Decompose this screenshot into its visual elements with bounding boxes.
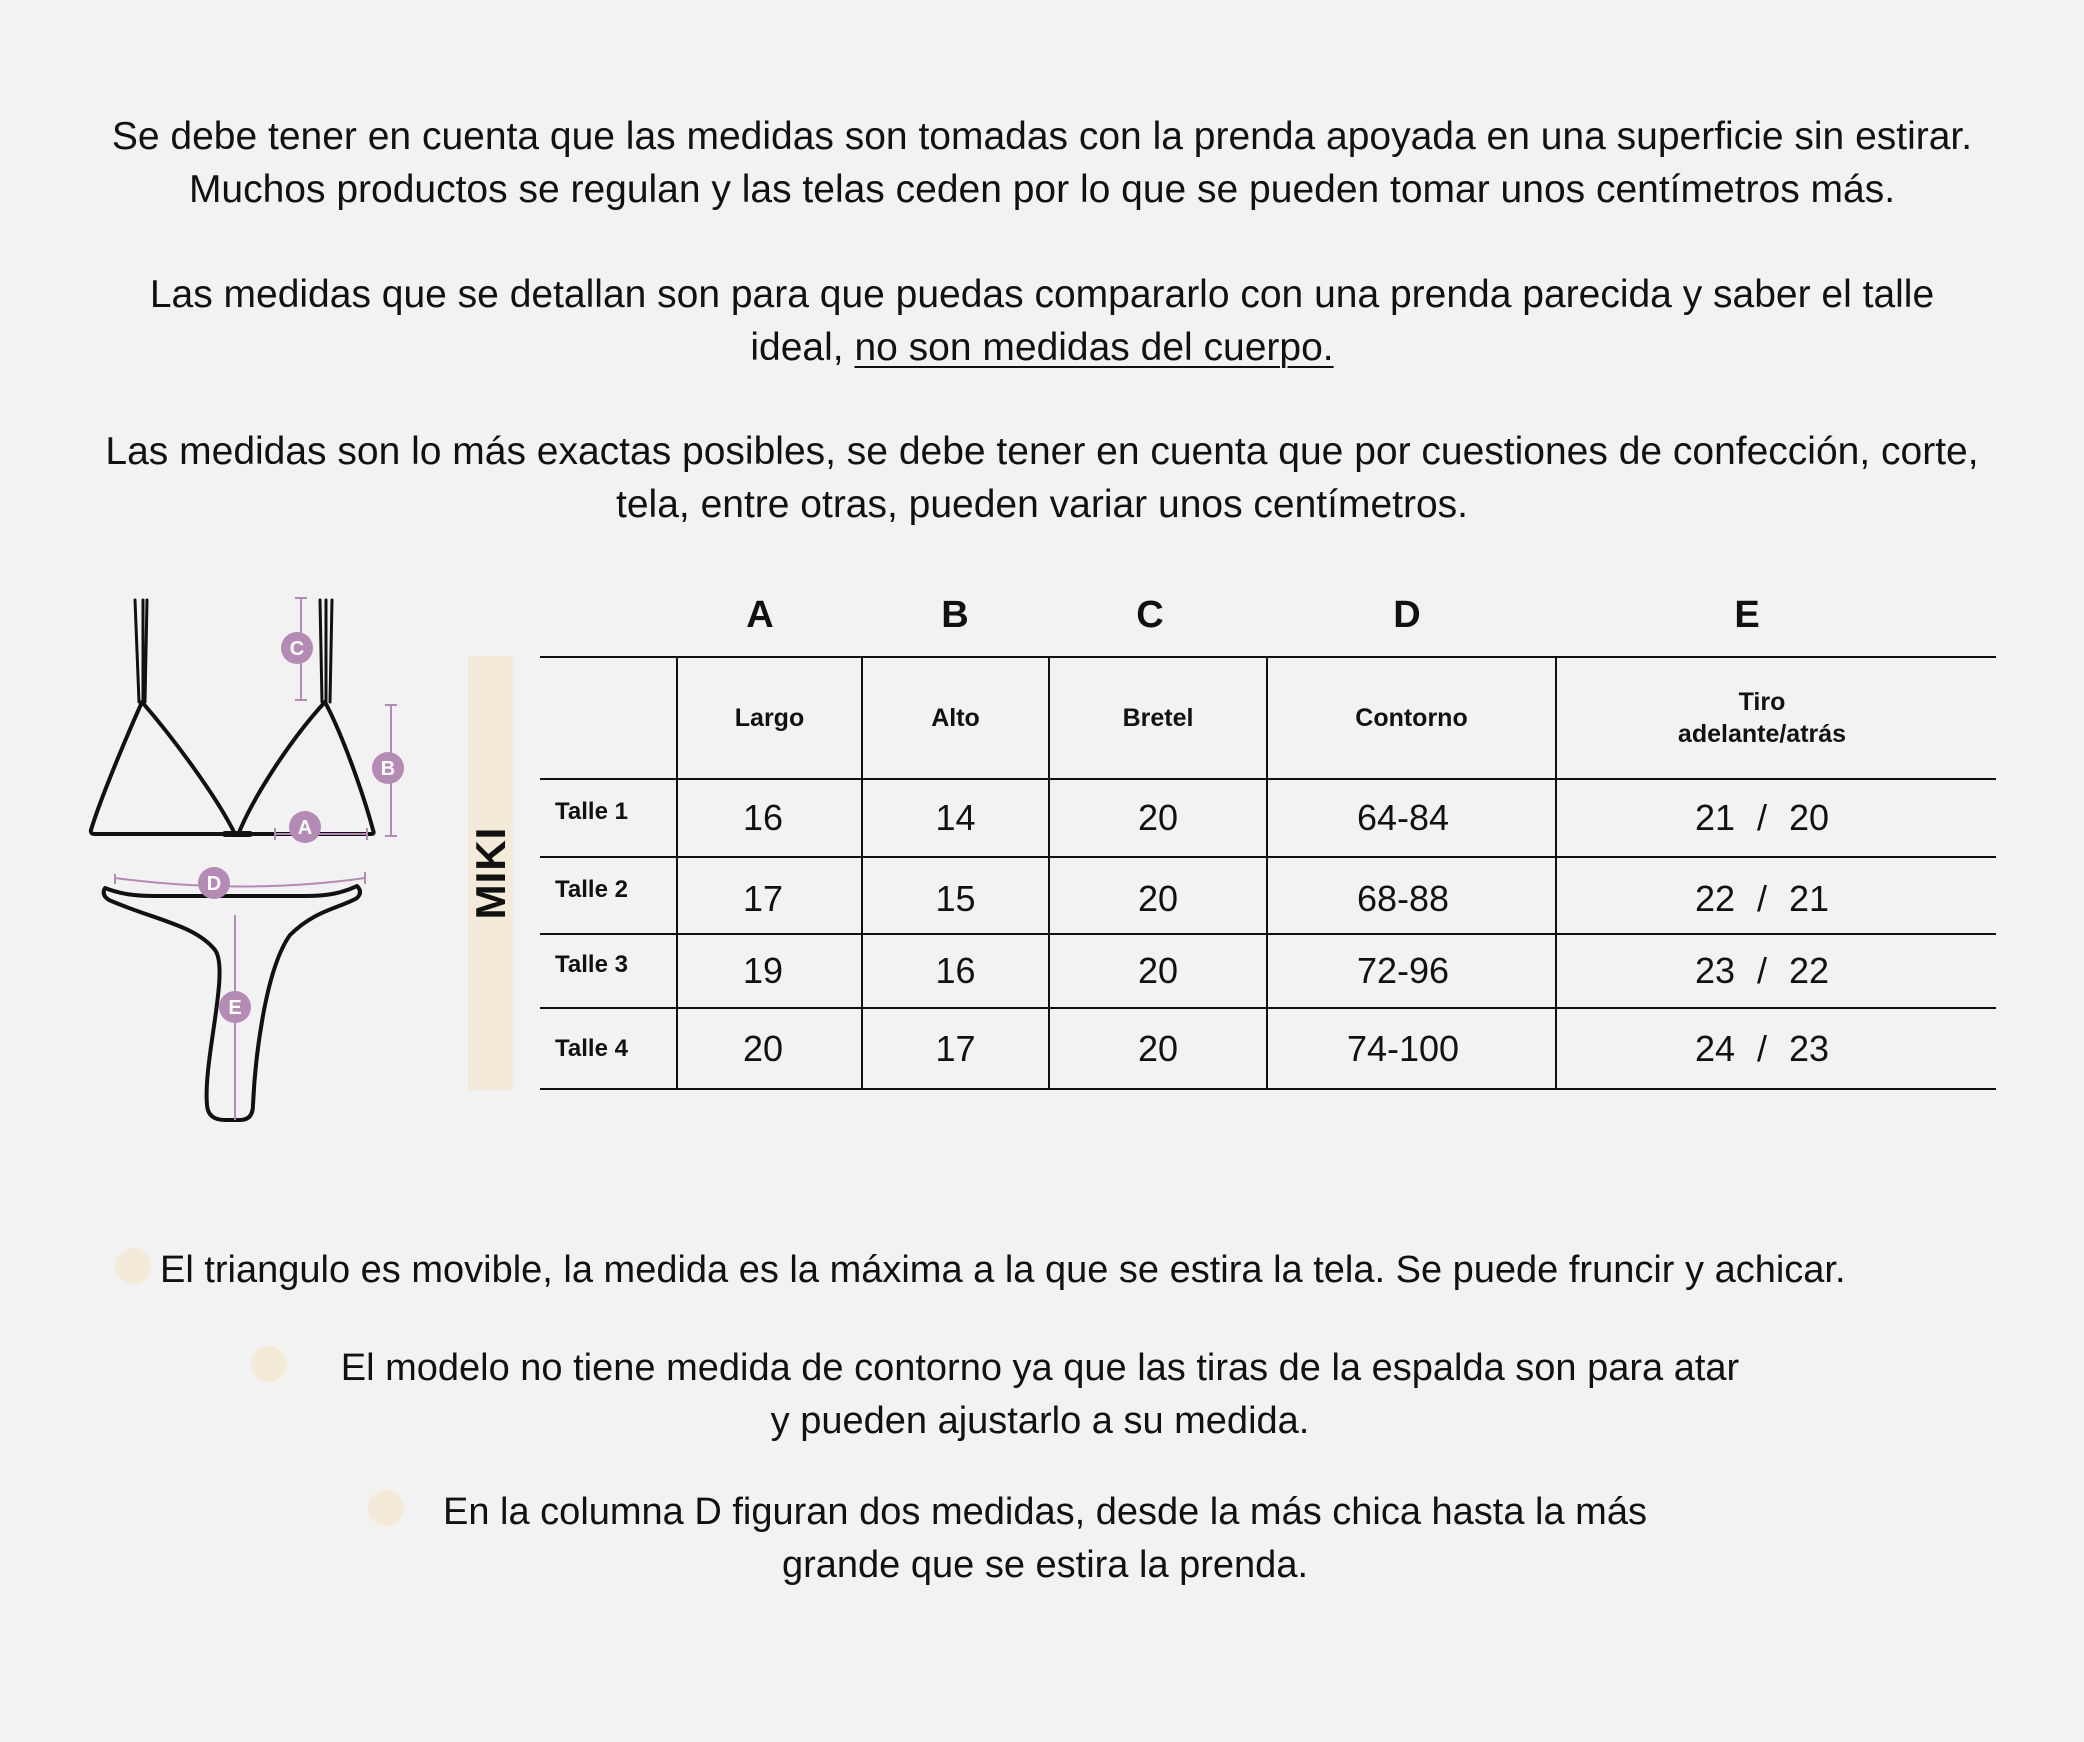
cell-largo: 19	[742, 950, 784, 991]
cell-tiro-atras: 21	[1789, 878, 1830, 919]
intro-p2-underlined: no son medidas del cuerpo.	[854, 326, 1334, 369]
intro-p1-line-1: Se debe tener en cuenta que las medidas son tomadas con la prenda apoyada en una superficie sin estirar.	[111, 115, 1973, 158]
cell-alto: 15	[935, 878, 976, 919]
column-letter-e: E	[1734, 594, 1760, 636]
intro-paragraph-2	[40, 268, 2044, 374]
cell-tiro	[1557, 858, 1967, 940]
header-contorno: Contorno	[1355, 704, 1468, 732]
cell-tiro-adelante: 21	[1694, 797, 1735, 838]
intro-p3-line-1: Las medidas son lo más exactas posibles, se debe tener en cuenta que por cuestiones de confección, corte,	[105, 430, 1979, 473]
cell-contorno: 64-84	[1356, 797, 1450, 838]
cell-bretel: 20	[1137, 1027, 1179, 1069]
cell-tiro	[1557, 935, 1967, 1007]
right-strap	[320, 600, 332, 702]
cell-tiro-atras: 23	[1789, 1027, 1830, 1069]
cell-bretel: 20	[1137, 878, 1179, 919]
header-tiro	[1557, 658, 1967, 778]
marker-b-label: B	[380, 758, 396, 780]
cell-tiro-atras: 20	[1789, 797, 1830, 838]
bikini-diagram	[75, 590, 435, 1130]
intro-p1-line-2: Muchos productos se regulan y las telas ceden por lo que se pueden tomar unos centímetros más.	[188, 168, 1896, 211]
tiro-separator: /	[1756, 950, 1767, 991]
cell-tiro-adelante: 23	[1694, 950, 1735, 991]
cell-largo: 17	[742, 878, 784, 919]
size-table	[540, 656, 1996, 1090]
intro-paragraph-1	[40, 110, 2044, 216]
cell-contorno: 72-96	[1356, 950, 1450, 991]
marker-a-label: A	[297, 817, 313, 839]
cell-bretel: 20	[1137, 797, 1179, 838]
cell-alto: 17	[935, 1027, 976, 1069]
cell-largo: 16	[742, 797, 784, 838]
note-3-line-1: En la columna D figuran dos medidas, desde la más chica hasta la más	[443, 1491, 1647, 1533]
table-rule	[540, 1088, 1996, 1090]
intro-paragraph-3	[40, 425, 2044, 531]
intro-p2-line-2	[40, 321, 2044, 374]
cell-contorno: 68-88	[1356, 878, 1450, 919]
column-letter-a: A	[746, 594, 774, 636]
column-letter-c: C	[1136, 594, 1164, 636]
column-letter-b: B	[941, 594, 969, 636]
left-strap	[135, 600, 147, 702]
row-label-talle-2: Talle 2	[555, 876, 628, 903]
intro-p2-line-2-start: ideal,	[750, 326, 844, 369]
header-tiro-line-2: adelante/atrás	[1677, 720, 1847, 748]
note-2	[280, 1342, 1800, 1448]
cell-contorno: 74-100	[1346, 1027, 1460, 1069]
bullet-dot-icon	[115, 1248, 151, 1284]
tiro-separator: /	[1756, 878, 1767, 919]
note-2-line-2: y pueden ajustarlo a su medida.	[770, 1400, 1310, 1442]
tiro-separator: /	[1756, 1027, 1767, 1069]
note-3-line-2: grande que se estira la prenda.	[781, 1544, 1309, 1586]
cell-tiro-adelante: 22	[1694, 878, 1735, 919]
note-3	[400, 1486, 1690, 1592]
marker-e-label: E	[228, 997, 242, 1019]
left-triangle	[91, 702, 234, 834]
cell-tiro-adelante: 24	[1694, 1027, 1735, 1069]
cell-tiro-atras: 22	[1789, 950, 1830, 991]
cell-tiro	[1557, 780, 1967, 856]
cell-largo: 20	[742, 1027, 784, 1069]
header-largo: Largo	[734, 704, 805, 732]
header-alto: Alto	[931, 704, 980, 732]
row-label-talle-1: Talle 1	[555, 798, 628, 825]
marker-c-label: C	[289, 638, 305, 660]
cell-bretel: 20	[1137, 950, 1179, 991]
cell-tiro	[1557, 1009, 1967, 1088]
row-label-talle-3: Talle 3	[555, 951, 628, 978]
marker-d-label: D	[206, 873, 222, 895]
note-1: El triangulo es movible, la medida es la máxima a la que se estira la tela. Se puede fruncir y achicar.	[160, 1249, 1846, 1291]
model-name: MIKI	[467, 826, 514, 920]
header-tiro-line-1: Tiro	[1738, 688, 1786, 716]
cell-alto: 16	[935, 950, 976, 991]
intro-p3-line-2: tela, entre otras, pueden variar unos centímetros.	[616, 483, 1468, 526]
column-letter-d: D	[1393, 594, 1421, 636]
tiro-separator: /	[1756, 797, 1767, 838]
bullet-dot-icon	[368, 1490, 404, 1526]
cell-alto: 14	[935, 797, 976, 838]
intro-p2-line-1: Las medidas que se detallan son para que puedas compararlo con una prenda parecida y saber el talle	[149, 273, 1935, 316]
note-2-line-1: El modelo no tiene medida de contorno ya que las tiras de la espalda son para atar	[340, 1347, 1740, 1389]
header-bretel: Bretel	[1122, 704, 1194, 732]
row-label-talle-4: Talle 4	[555, 1034, 628, 1062]
